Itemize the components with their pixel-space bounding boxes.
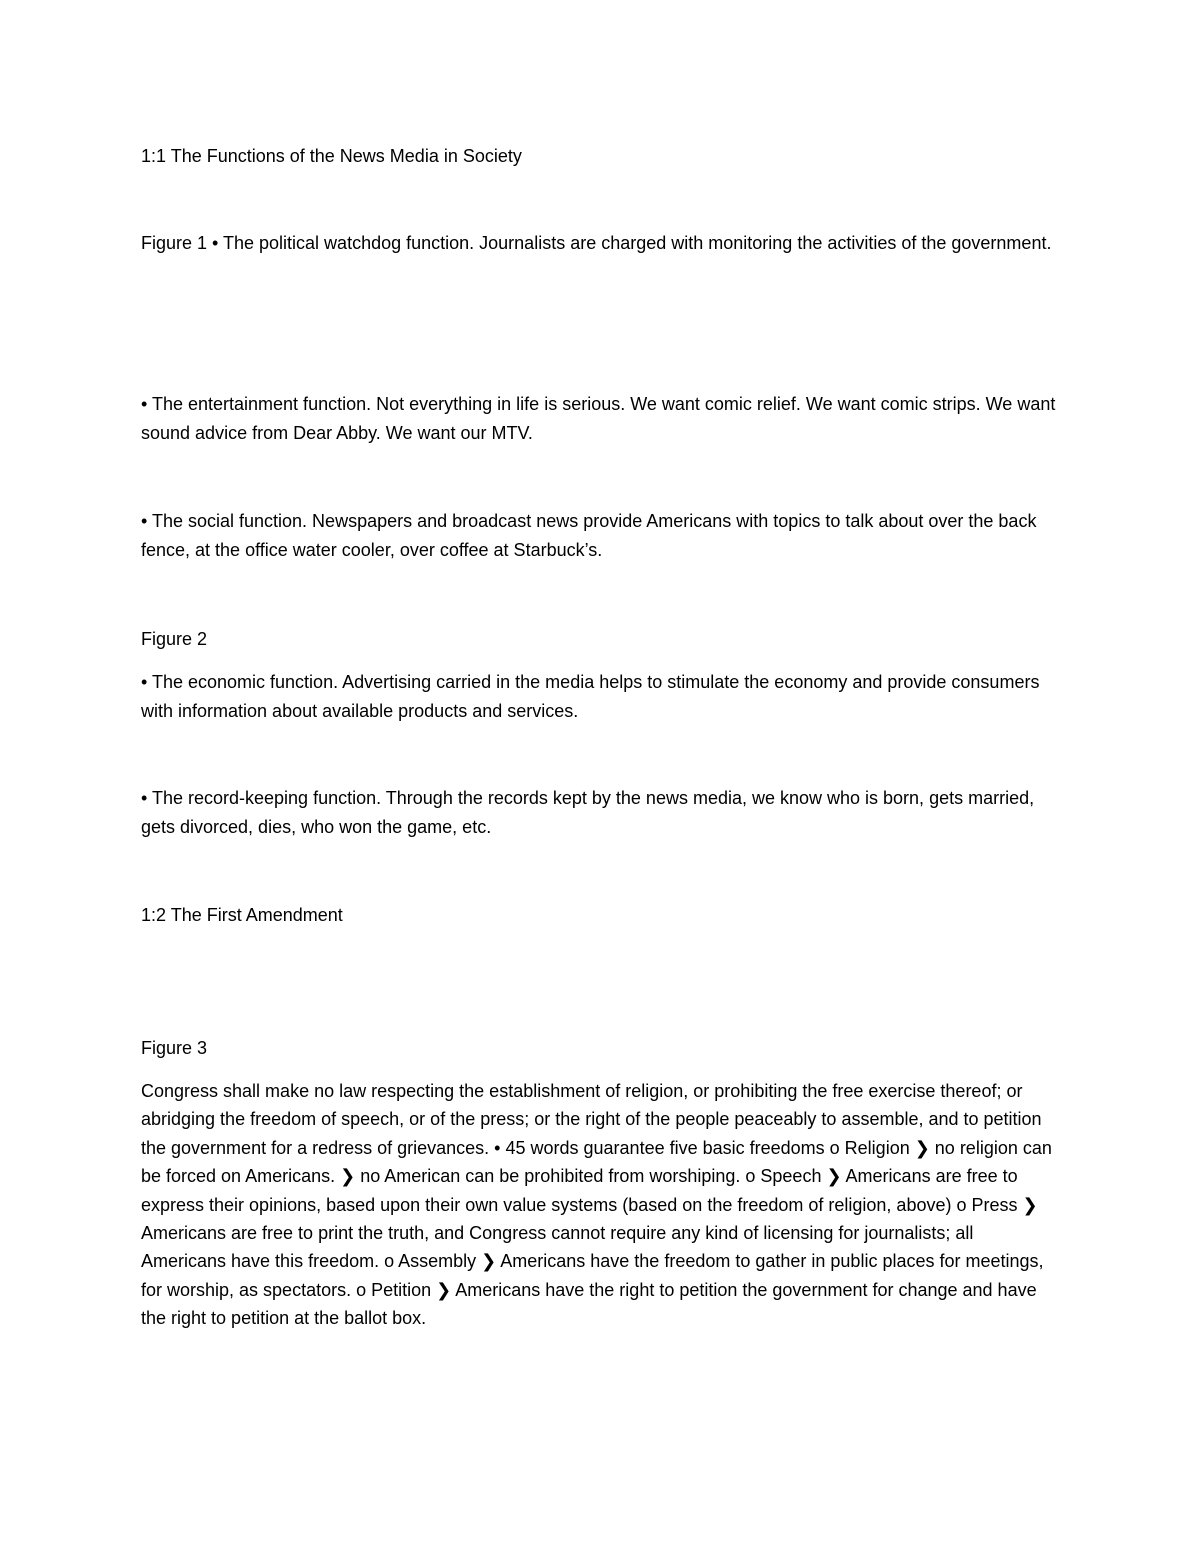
figure-2-label: Figure 2 — [141, 629, 208, 649]
record-keeping-function-paragraph: • The record-keeping function. Through the records kept by the news media, we know who is born, gets married, gets divorced, dies, who won the game, etc. — [141, 788, 1035, 837]
entertainment-function-paragraph: • The entertainment function. Not everything in life is serious. We want comic relief. We want comic strips. We want sound advice from Dear Abby. We want our MTV. — [141, 394, 1056, 443]
figure-1-paragraph: Figure 1 • The political watchdog function. Journalists are charged with monitoring the activities of the government. — [141, 233, 1052, 253]
first-amendment-paragraph: Congress shall make no law respecting the establishment of religion, or prohibiting the free exercise thereof; or abridging the freedom of speech, or of the press; or the right of the people peaceably to assemble, and to petition the government for a redress of grievances. • 45 words guarantee five basic freedoms o Religion ❯ no religion can be forced on Americans. ❯ no American can be prohibited from worshiping. o Speech ❯ Americans are free to express their opinions, based upon their own value systems (based on the freedom of religion, above) o Press ❯ Americans are free to print the truth, and Congress cannot require any kind of licensing for journalists; all Americans have this freedom. o Assembly ❯ Americans have the freedom to gather in public places for meetings, for worship, as spectators. o Petition ❯ Americans have the right to petition the government for change and have the right to petition at the ballot box. — [141, 1081, 1052, 1329]
figure-3-label: Figure 3 — [141, 1038, 208, 1058]
economic-function-paragraph: • The economic function. Advertising carried in the media helps to stimulate the economy and provide consumers with information about available products and services. — [141, 672, 1040, 721]
section-heading-1-2: 1:2 The First Amendment — [141, 905, 343, 925]
social-function-paragraph: • The social function. Newspapers and broadcast news provide Americans with topics to talk about over the back fence, at the office water cooler, over coffee at Starbuck’s. — [141, 511, 1037, 560]
section-heading-1-1: 1:1 The Functions of the News Media in Society — [141, 146, 522, 166]
